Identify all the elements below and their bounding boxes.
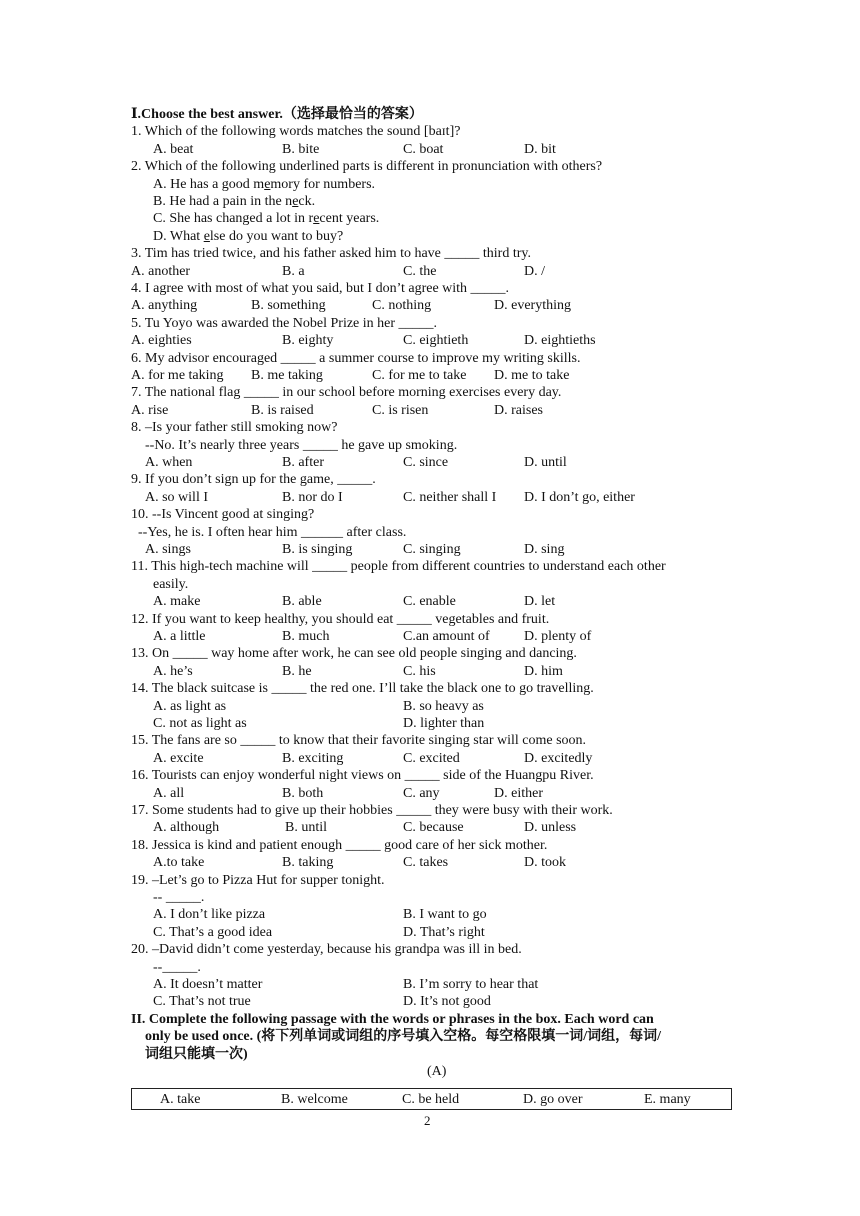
option-5-b: B. eighty [282, 333, 334, 349]
question-stem-19: 19. –Let’s go to Pizza Hut for supper tonight. [131, 872, 385, 888]
option-9-d: D. I don’t go, either [524, 489, 635, 505]
option-1-d: D. bit [524, 141, 556, 157]
option-19-b: B. I want to go [403, 907, 487, 923]
option-13-a: A. he’s [153, 663, 193, 679]
option-text: ck. [298, 194, 316, 209]
underlined-letter: e [264, 176, 271, 192]
option-13-b: B. he [282, 663, 312, 679]
question-stem-2: 2. Which of the following underlined parts is different in pronunciation with others? [131, 159, 603, 175]
option-17-c: C. because [403, 820, 464, 836]
box-word-b: B. welcome [281, 1092, 348, 1107]
option-text: mory for numbers. [270, 176, 376, 192]
section2-instruction-3: 词组只能填一次) [145, 1046, 248, 1062]
question-stem-10: 10. --Is Vincent good at singing? [131, 507, 315, 523]
option-11-b: B. able [282, 594, 322, 610]
option-7-d: D. raises [494, 402, 543, 418]
question-stem-18: 18. Jessica is kind and patient enough _____ good care of her sick mother. [131, 837, 548, 853]
option-17-a: A. although [153, 820, 220, 836]
option-4-b: B. something [251, 298, 326, 314]
option-16-d: D. either [494, 785, 543, 801]
section-title: Ⅰ.Choose the best answer.（选择最恰当的答案） [131, 107, 423, 122]
underlined-option-2-1 [153, 193, 315, 210]
option-8-b: B. after [282, 455, 324, 470]
option-12-b: B. much [282, 629, 330, 644]
question-stem-6: 6. My advisor encouraged _____ a summer course to improve my writing skills. [131, 350, 581, 366]
question-stem-17: 17. Some students had to give up their hobbies _____ they were busy with their work. [131, 803, 613, 818]
option-3-c: C. the [403, 263, 437, 279]
option-6-d: D. me to take [494, 368, 570, 383]
option-4-d: D. everything [494, 298, 571, 314]
question-stem-cont-11: easily. [153, 576, 189, 592]
option-9-b: B. nor do I [282, 489, 343, 505]
option-14-a: A. as light as [153, 698, 227, 714]
option-1-a: A. beat [153, 141, 194, 157]
option-18-a: A.to take [153, 855, 205, 871]
option-text: A. He has a good m [153, 176, 265, 192]
option-5-d: D. eightieths [524, 333, 596, 349]
underlined-letter: e [313, 211, 320, 227]
question-stem-12: 12. If you want to keep healthy, you should eat _____ vegetables and fruit. [131, 611, 550, 627]
option-19-a: A. I don’t like pizza [153, 907, 266, 923]
question-stem-20: 20. –David didn’t come yesterday, because his grandpa was ill in bed. [131, 942, 522, 958]
underlined-option-2-3 [153, 228, 343, 245]
option-1-c: C. boat [403, 141, 444, 157]
question-stem-cont-19: -- _____. [153, 890, 205, 905]
question-stem-cont-8: --No. It’s nearly three years _____ he gave up smoking. [145, 437, 458, 453]
option-8-c: C. since [403, 455, 449, 470]
option-20-b: B. I’m sorry to hear that [403, 977, 539, 992]
question-stem-11: 11. This high-tech machine will _____ people from different countries to understand each other [131, 559, 666, 575]
option-20-a: A. It doesn’t matter [153, 977, 263, 992]
option-18-c: C. takes [403, 855, 449, 871]
option-5-c: C. eightieth [403, 333, 469, 349]
option-11-c: C. enable [403, 594, 456, 610]
option-10-a: A. sings [145, 542, 191, 557]
question-stem-cont-10: --Yes, he is. I often hear him ______ after class. [138, 524, 407, 540]
option-text: B. He had a pain in the n [153, 194, 293, 209]
option-9-a: A. so will I [145, 489, 208, 505]
passage-label: (A) [427, 1064, 447, 1079]
option-5-a: A. eighties [131, 333, 192, 349]
option-12-c: C.an amount of [403, 629, 490, 644]
option-15-b: B. exciting [282, 750, 344, 766]
option-19-d: D. That’s right [403, 924, 485, 940]
option-3-a: A. another [131, 263, 191, 279]
section2-instruction-2: only be used once. (将下列单词或词组的序号填入空格。每空格限填一词/词组，每词/ [145, 1029, 662, 1045]
option-19-c: C. That’s a good idea [153, 924, 273, 940]
option-11-d: D. let [524, 594, 556, 610]
option-10-b: B. is singing [282, 542, 353, 557]
option-20-d: D. It’s not good [403, 994, 491, 1010]
section2-instruction-1: II. Complete the following passage with the words or phrases in the box. Each word can [131, 1011, 654, 1027]
option-17-d: D. unless [524, 820, 577, 836]
option-3-d: D. / [524, 263, 545, 279]
question-stem-14: 14. The black suitcase is _____ the red one. I’ll take the black one to go travelling. [131, 681, 594, 697]
option-8-a: A. when [145, 455, 193, 470]
underlined-letter: e [292, 194, 299, 209]
underlined-option-2-0 [153, 176, 375, 193]
option-16-c: C. any [403, 785, 440, 801]
option-16-b: B. both [282, 785, 324, 801]
option-14-d: D. lighter than [403, 716, 485, 731]
question-stem-8: 8. –Is your father still smoking now? [131, 420, 338, 436]
option-7-c: C. is risen [372, 402, 429, 418]
box-word-c: C. be held [402, 1092, 460, 1107]
option-text: D. What [153, 228, 204, 244]
option-17-b: B. until [285, 820, 328, 836]
option-18-d: D. took [524, 855, 566, 871]
option-15-c: C. excited [403, 750, 460, 766]
option-6-b: B. me taking [251, 368, 323, 383]
option-4-a: A. anything [131, 298, 198, 314]
option-18-b: B. taking [282, 855, 334, 871]
question-stem-16: 16. Tourists can enjoy wonderful night views on _____ side of the Huangpu River. [131, 768, 594, 784]
option-1-b: B. bite [282, 141, 320, 157]
option-text: cent years. [319, 211, 380, 227]
option-9-c: C. neither shall I [403, 489, 497, 505]
option-15-a: A. excite [153, 750, 204, 766]
question-stem-7: 7. The national flag _____ in our school before morning exercises every day. [131, 385, 562, 401]
underlined-letter: e [203, 228, 210, 244]
question-stem-9: 9. If you don’t sign up for the game, _____. [131, 472, 376, 488]
option-14-c: C. not as light as [153, 716, 247, 731]
box-word-d: D. go over [523, 1092, 583, 1107]
option-text: C. She has changed a lot in r [153, 211, 314, 227]
option-7-a: A. rise [131, 402, 169, 418]
option-16-a: A. all [153, 785, 185, 801]
question-stem-3: 3. Tim has tried twice, and his father asked him to have _____ third try. [131, 246, 531, 262]
option-13-c: C. his [403, 663, 436, 679]
page-number: 2 [424, 1113, 431, 1128]
option-6-c: C. for me to take [372, 368, 467, 383]
question-stem-1: 1. Which of the following words matches the sound [baɪt]? [131, 124, 461, 140]
box-word-a: A. take [160, 1092, 201, 1107]
option-4-c: C. nothing [372, 298, 432, 314]
option-7-b: B. is raised [251, 402, 314, 418]
option-11-a: A. make [153, 594, 201, 610]
word-box [131, 1088, 732, 1110]
option-3-b: B. a [282, 263, 305, 279]
question-stem-cont-20: --_____. [153, 959, 201, 975]
underlined-option-2-2 [153, 210, 379, 227]
option-6-a: A. for me taking [131, 368, 224, 383]
option-text: lse do you want to buy? [209, 228, 344, 244]
question-stem-15: 15. The fans are so _____ to know that their favorite singing star will come soon. [131, 733, 587, 749]
question-stem-13: 13. On _____ way home after work, he can see old people singing and dancing. [131, 646, 577, 662]
option-15-d: D. excitedly [524, 750, 593, 766]
option-20-c: C. That’s not true [153, 994, 251, 1010]
question-stem-5: 5. Tu Yoyo was awarded the Nobel Prize in her _____. [131, 315, 438, 331]
option-12-a: A. a little [153, 629, 206, 644]
question-stem-4: 4. I agree with most of what you said, but I don’t agree with _____. [131, 281, 510, 296]
box-word-e: E. many [644, 1092, 691, 1107]
option-12-d: D. plenty of [524, 629, 592, 644]
option-10-d: D. sing [524, 542, 565, 557]
option-13-d: D. him [524, 663, 563, 679]
option-10-c: C. singing [403, 542, 461, 557]
option-8-d: D. until [524, 455, 567, 470]
option-14-b: B. so heavy as [403, 698, 484, 714]
